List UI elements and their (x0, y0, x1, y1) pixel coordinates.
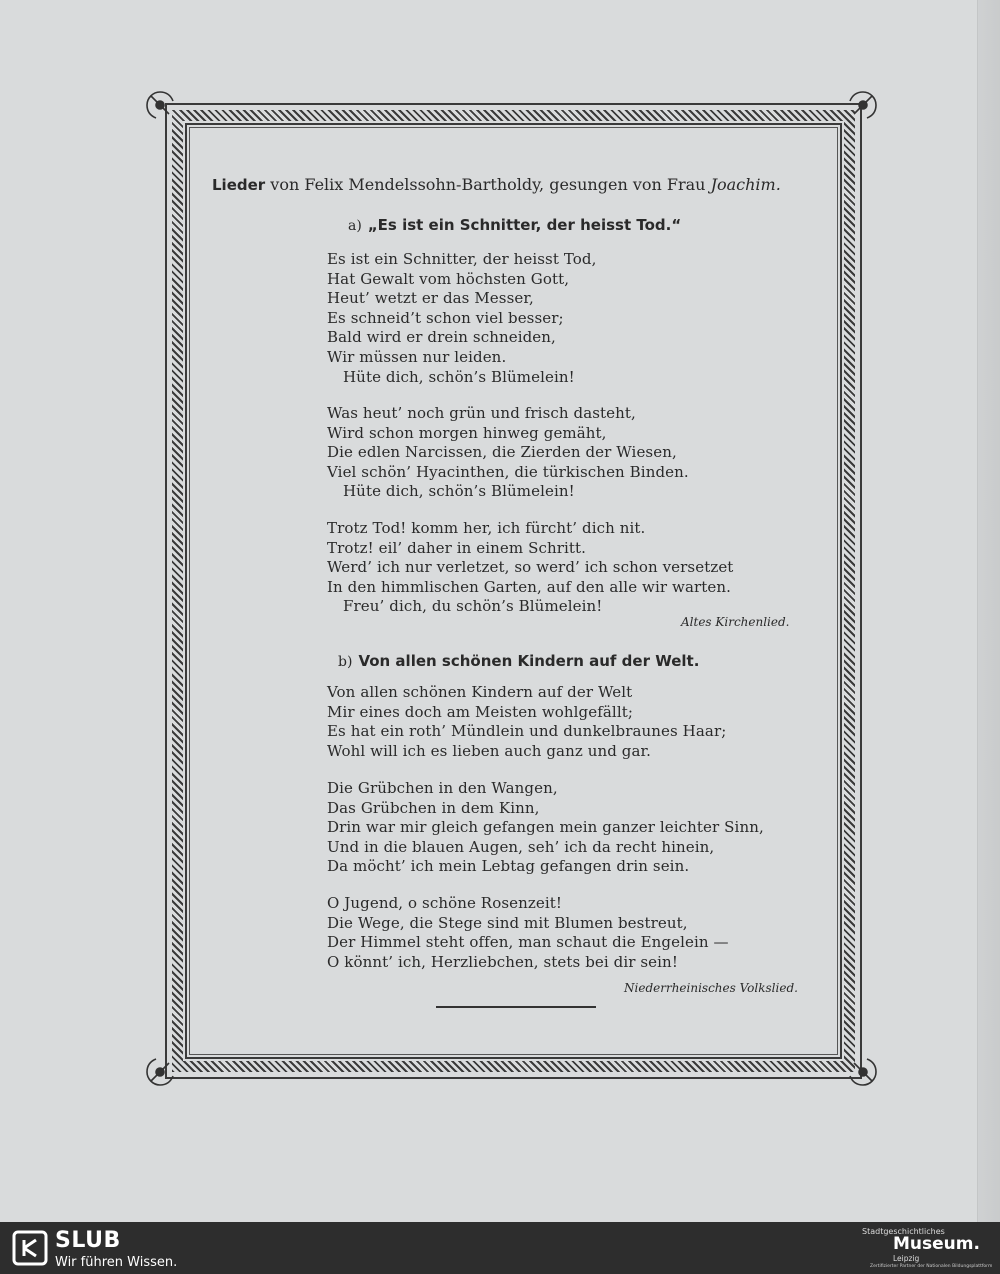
verse-line: Da möcht’ ich mein Lebtag gefangen drin sein. (327, 857, 690, 876)
verse-line: Trotz Tod! komm her, ich fürcht’ dich nit. (327, 519, 646, 537)
song-b-title-text: Von allen schönen Kindern auf der Welt. (358, 652, 700, 670)
verse-line: Drin war mir gleich gefangen mein ganzer leichter Sinn, (327, 818, 764, 837)
refrain-line: Hüte dich, schön’s Blümelein! (343, 367, 575, 386)
song-b-stanza-2 (327, 779, 764, 877)
refrain-line: Hüte dich, schön’s Blümelein! (343, 482, 575, 501)
refrain-line: Freu’ dich, du schön’s Blümelein! (343, 597, 603, 616)
ornament-corner-icon (143, 88, 177, 122)
song-b-source: Niederrheinisches Volkslied. (624, 981, 798, 995)
song-a-stanza-2 (327, 404, 689, 502)
page-edge (977, 0, 1000, 1222)
verse-line: Und in die blauen Augen, seh’ ich da recht hinein, (327, 837, 715, 856)
museum-partner: Zertifizierter Partner der Nationalen Bildungsplattform (870, 1264, 993, 1269)
ornament-corner-icon (846, 88, 880, 122)
verse-line: Die Wege, die Stege sind mit Blumen bestreut, (327, 913, 688, 932)
song-a-mark: a) (348, 218, 362, 234)
song-b-stanza-1 (327, 683, 726, 761)
verse-line: Es ist ein Schnitter, der heisst Tod, (327, 250, 597, 268)
verse-line: Die Grübchen in den Wangen, (327, 779, 558, 797)
verse-line: Die edlen Narcissen, die Zierden der Wiesen, (327, 443, 677, 462)
verse-line: O Jugend, o schöne Rosenzeit! (327, 894, 563, 912)
heading-composer: von Felix Mendelssohn-Bartholdy, gesungen von Frau (270, 175, 706, 194)
heading-lieder: Lieder (212, 176, 266, 194)
verse-line: Das Grübchen in dem Kinn, (327, 798, 540, 817)
verse-line: Wird schon morgen hinweg gemäht, (327, 423, 607, 442)
song-a-title (348, 216, 681, 234)
song-a-source: Altes Kirchenlied. (681, 615, 790, 629)
verse-line: Der Himmel steht offen, man schaut die Engelein — (327, 933, 729, 952)
program-heading (212, 175, 781, 194)
museum-city: Leipzig (893, 1254, 920, 1263)
closing-rule (436, 1006, 596, 1008)
verse-line: Es schneid’t schon viel besser; (327, 308, 564, 327)
slub-name: SLUB (55, 1228, 121, 1253)
verse-line: Wir müssen nur leiden. (327, 347, 507, 366)
ornament-corner-icon (846, 1055, 880, 1089)
verse-line: Von allen schönen Kindern auf der Welt (327, 683, 633, 701)
song-a-stanza-1 (327, 250, 596, 387)
verse-line: Bald wird er drein schneiden, (327, 328, 556, 347)
museum-name: Museum. (893, 1234, 980, 1254)
song-b-mark: b) (338, 654, 353, 670)
song-b-title (338, 652, 699, 670)
verse-line: O könnt’ ich, Herzliebchen, stets bei dir sein! (327, 952, 678, 971)
slub-logo-icon (12, 1230, 48, 1266)
museum-label-top: Stadtgeschichtliches (862, 1227, 945, 1236)
verse-line: Viel schön’ Hyacinthen, die türkischen Binden. (327, 462, 689, 481)
slub-tagline: Wir führen Wissen. (55, 1255, 178, 1270)
viewer-footer (0, 1222, 1000, 1274)
verse-line: Was heut’ noch grün und frisch dasteht, (327, 404, 636, 422)
song-a-title-text: „Es ist ein Schnitter, der heisst Tod.“ (367, 216, 682, 234)
verse-line: Werd’ ich nur verletzet, so werd’ ich schon versetzet (327, 558, 734, 577)
heading-singer: Joachim. (710, 175, 781, 194)
song-b-stanza-3 (327, 894, 729, 972)
verse-line: Es hat ein roth’ Mündlein und dunkelbraunes Haar; (327, 722, 727, 741)
verse-line: Heut’ wetzt er das Messer, (327, 289, 534, 308)
song-a-stanza-3 (327, 519, 733, 617)
verse-line: Trotz! eil’ daher in einem Schritt. (327, 538, 587, 557)
ornament-corner-icon (143, 1055, 177, 1089)
verse-line: Hat Gewalt vom höchsten Gott, (327, 269, 570, 288)
verse-line: Mir eines doch am Meisten wohlgefällt; (327, 702, 634, 721)
verse-line: Wohl will ich es lieben auch ganz und gar. (327, 741, 652, 760)
verse-line: In den himmlischen Garten, auf den alle wir warten. (327, 577, 731, 596)
